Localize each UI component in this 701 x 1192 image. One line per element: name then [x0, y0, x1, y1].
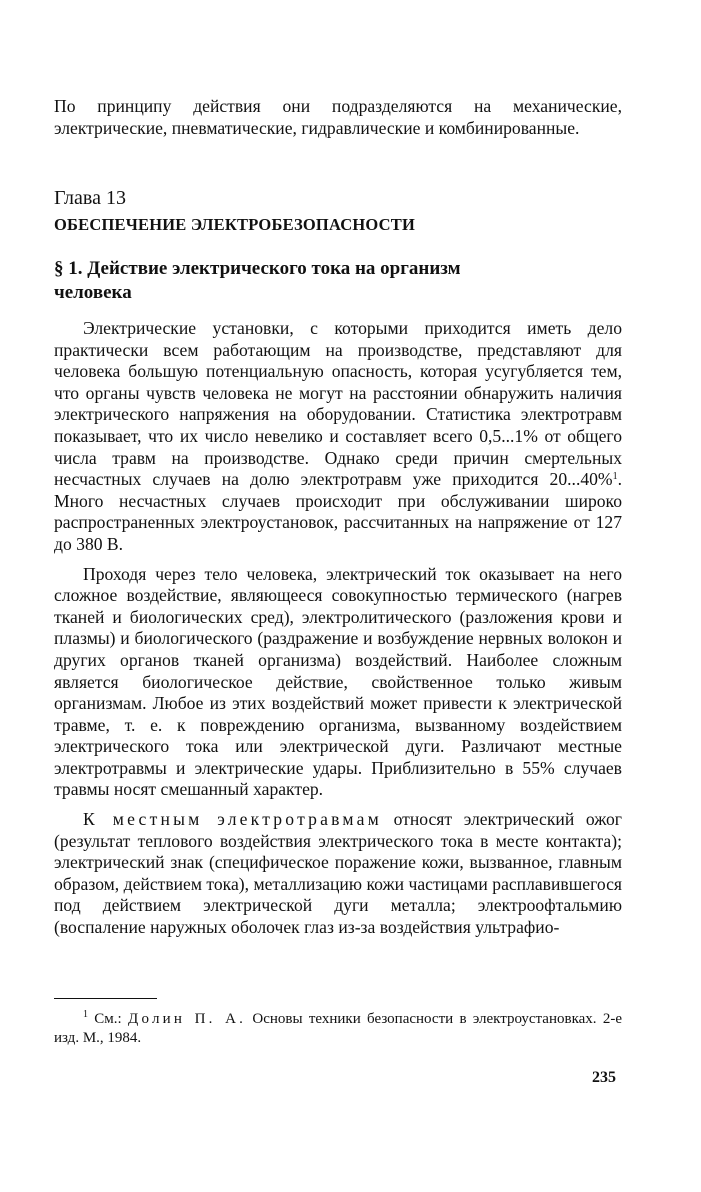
footnote-author: Долин П. А. — [128, 1011, 247, 1027]
footnote-divider — [54, 998, 157, 999]
paragraph-1 — [54, 318, 622, 556]
chapter-title: ОБЕСПЕЧЕНИЕ ЭЛЕКТРОБЕЗОПАСНОСТИ — [54, 215, 415, 234]
page-number: 235 — [592, 1069, 616, 1086]
book-page — [54, 92, 622, 1152]
spaced-term: К местным электротравмам — [83, 809, 382, 830]
body-text — [54, 318, 622, 939]
footnote-text — [54, 1010, 622, 1048]
footnote-mark: 1 — [83, 1009, 88, 1020]
paragraph-3-text: относят электрический ожог (результат теплового воздействия электрического тока в месте контакта); электрический знак (специфическое поражение кожи, вызванное, главным образом, действием тока), металлизацию кожи частицами расплавившегося под действием электрической дуги металла; электроофтальмию (воспаление наружных оболочек глаз из-за воздействия ультрафио- — [54, 809, 622, 938]
footnote — [54, 1010, 622, 1048]
paragraph-1-text-end: . Много несчастных случаев происходит при обслуживании широко распространенных электроустановок, рассчитанных на напряжение от 127 до 380 В. — [54, 469, 622, 554]
footnote-ref: 1 — [612, 471, 618, 483]
paragraph-1-text: Электрические установки, с которыми приходится иметь дело практически всем работающим на производстве, представляют для человека большую потенциальную опасность, которая усугубляется тем, что органы чувств человека не могут на расстоянии обнаружить наличия электрического напряжения на оборудовании. Статистика электротравм показывает, что их число невелико и составляет всего 0,5...1% от общего числа травм на производстве. Однако среди причин смертельных несчастных случаев на долю электротравм уже приходится 20...40% — [54, 318, 622, 490]
intro-paragraph — [54, 96, 622, 139]
intro-text: По принципу действия они подразделяются на механические, электрические, пневматические, гидравлические и комбинированные. — [54, 96, 622, 138]
paragraph-3 — [54, 809, 622, 939]
section-title: § 1. Действие электрического тока на организм человека — [54, 258, 461, 303]
chapter-label: Глава 13 — [54, 187, 126, 209]
paragraph-2: Проходя через тело человека, электрический ток оказывает на него сложное воздействие, являющееся совокупностью термического (нагрев тканей и биологических сред), электролитического (разложения крови и плазмы) и биологического (раздражение и возбуждение нервных волокон и других органов тканей организма) воздействий. Наиболее сложным является биологическое действие, свойственное только живым организмам. Любое из этих воздействий может привести к электрической травме, т. е. к повреждению организма, вызванному воздействием электрического тока или электрической дуги. Различают местные электротравмы и электрические удары. Приблизительно в 55% случаев травмы носят смешанный характер. — [54, 563, 622, 800]
footnote-reference: Основы техники безопасности в электроустановках. 2-е изд. М., 1984. — [54, 1011, 622, 1046]
footnote-prefix: См.: — [88, 1011, 129, 1027]
